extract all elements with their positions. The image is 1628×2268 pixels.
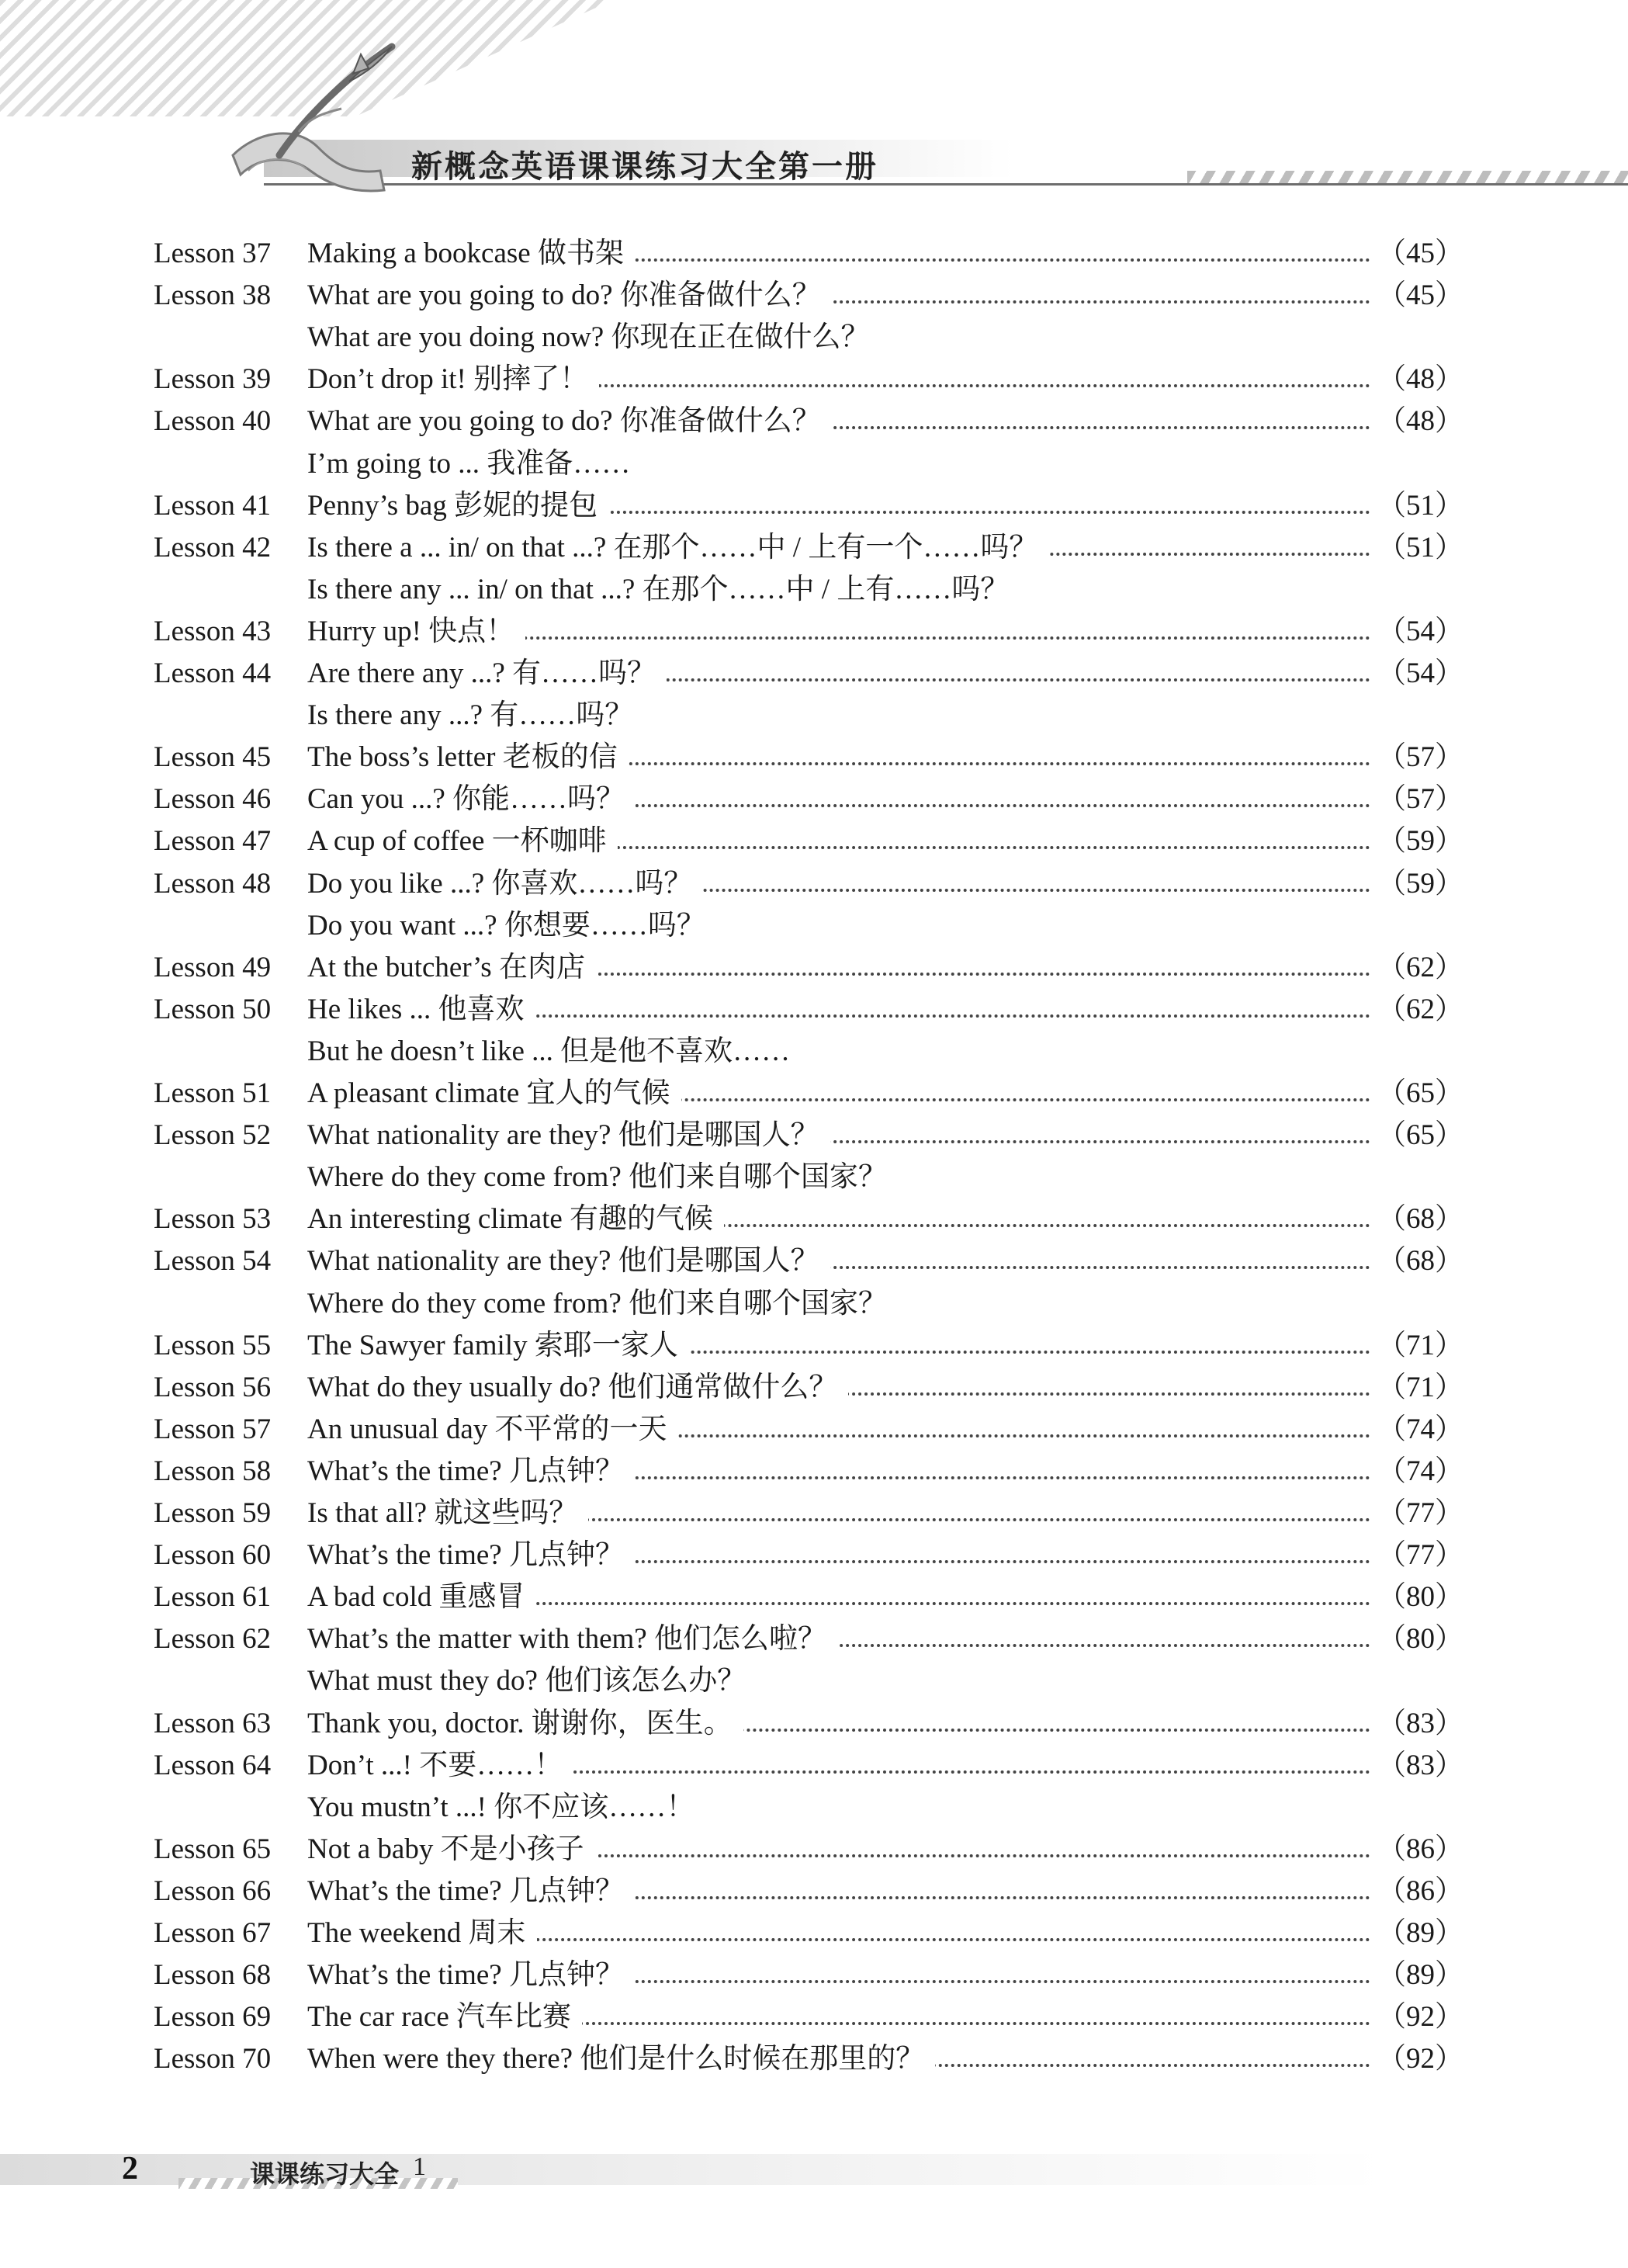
toc-row: [0, 1913, 1628, 1954]
toc-lesson-number: Lesson 38: [154, 279, 272, 312]
toc-page-number: （45）: [1377, 238, 1463, 269]
toc-title-text: You mustn’t ...! 你不应该……！: [307, 1791, 705, 1823]
toc-lesson-number: Lesson 69: [154, 2001, 272, 2034]
toc-title-text: Can you ...? 你能……吗？: [307, 783, 636, 815]
toc-row: [0, 611, 1628, 653]
toc-page-number: （86）: [1377, 1874, 1463, 1907]
toc-title: [307, 401, 832, 442]
toc-title-text: Hurry up! 快点！: [307, 616, 525, 647]
toc-title: [307, 779, 636, 820]
toc-row: [0, 820, 1628, 862]
toc-title-text: Don’t drop it! 别摔了！: [307, 363, 599, 395]
toc-title-text: The weekend 周末: [307, 1917, 537, 1949]
toc-title-text: What’s the time? 几点钟？: [307, 1455, 635, 1487]
toc-title-text: When were they there? 他们是什么时候在那里的？: [307, 2043, 935, 2075]
toc-row: [0, 737, 1628, 779]
toc-title: [307, 1451, 635, 1493]
toc-row: [0, 527, 1628, 569]
scroll-quill-icon: [225, 39, 419, 202]
toc-lesson-number: Lesson 45: [154, 741, 272, 774]
toc-lesson-number: Lesson 48: [154, 867, 272, 900]
toc-row: [0, 1073, 1628, 1115]
toc-page-number: （74）: [1377, 1413, 1463, 1445]
toc-title: [307, 1996, 582, 2038]
toc-lesson-number: Lesson 39: [154, 363, 272, 396]
toc-title-text: What’s the time? 几点钟？: [307, 1875, 635, 1907]
toc-page-number: （68）: [1377, 1203, 1463, 1236]
toc-title: [307, 653, 667, 695]
toc-title: [307, 1031, 801, 1073]
toc-title-text: Is there any ...? 有……吗？: [307, 699, 644, 731]
toc-lesson-number: Lesson 60: [154, 1539, 272, 1572]
toc-page-number: （92）: [1377, 2001, 1463, 2034]
toc-page-number: （48）: [1377, 405, 1463, 438]
footer-page-number: 2: [122, 2151, 138, 2187]
toc-row: [0, 1409, 1628, 1451]
toc-title-text: At the butcher’s 在肉店: [307, 952, 596, 983]
toc-title: [307, 1198, 724, 1240]
toc-page-number: （62）: [1377, 993, 1463, 1025]
toc-title-text: Making a bookcase 做书架: [307, 238, 635, 269]
footer-label: 课课练习大全: [250, 2159, 400, 2189]
toc-row: [0, 1576, 1628, 1618]
toc-lesson-number: Lesson 61: [154, 1581, 272, 1614]
toc-title: [307, 275, 832, 317]
toc-lesson-number: Lesson 63: [154, 1707, 272, 1739]
toc-page-number: （59）: [1377, 867, 1463, 900]
toc-title-text: What’s the time? 几点钟？: [307, 1539, 635, 1571]
toc-lesson-number: Lesson 51: [154, 1077, 272, 1109]
toc-title: [307, 359, 599, 401]
toc-title-text: What are you doing now? 你现在正在做什么？: [307, 321, 880, 353]
toc-title-text: The car race 汽车比赛: [307, 2001, 582, 2033]
toc-title-text: What are you going to do? 你准备做什么？: [307, 405, 832, 437]
toc-page-number: （65）: [1377, 1077, 1463, 1109]
toc-title: [307, 695, 644, 737]
toc-lesson-number: Lesson 52: [154, 1119, 272, 1152]
toc-title: [307, 485, 608, 527]
toc-row: [0, 2038, 1628, 2080]
toc-lesson-number: Lesson 64: [154, 1749, 272, 1781]
toc-row: [0, 1198, 1628, 1240]
toc-title: [307, 527, 1048, 569]
toc-row: [0, 905, 1628, 947]
toc-row: [0, 1829, 1628, 1871]
header-title: 新概念英语课课练习大全第一册: [411, 149, 878, 185]
toc-page-number: （89）: [1377, 1917, 1463, 1949]
toc-title: [307, 1618, 837, 1660]
toc-row: [0, 1031, 1628, 1073]
toc-page-number: （51）: [1377, 489, 1463, 522]
toc-lesson-number: Lesson 67: [154, 1917, 272, 1949]
toc-title-text: Not a baby 不是小孩子: [307, 1833, 595, 1865]
toc-lesson-number: Lesson 50: [154, 993, 272, 1025]
toc-lesson-number: Lesson 62: [154, 1623, 272, 1656]
toc-page-number: （71）: [1377, 1371, 1463, 1403]
footer-volume: 1: [413, 2152, 426, 2181]
toc-page-number: （74）: [1377, 1455, 1463, 1487]
toc-title-text: What are you going to do? 你准备做什么？: [307, 279, 832, 311]
toc-title-text: Do you want ...? 你想要……吗？: [307, 910, 716, 942]
toc-page-number: （89）: [1377, 1959, 1463, 1992]
toc-page-number: （59）: [1377, 825, 1463, 858]
toc-row: [0, 401, 1628, 442]
toc-page-number: （80）: [1377, 1623, 1463, 1656]
toc-lesson-number: Lesson 55: [154, 1329, 272, 1361]
toc-lesson-number: Lesson 56: [154, 1371, 272, 1403]
toc-row: [0, 1240, 1628, 1282]
toc-page-number: （57）: [1377, 783, 1463, 816]
toc-title: [307, 1576, 536, 1618]
toc-title: [307, 443, 641, 485]
toc-lesson-number: Lesson 41: [154, 489, 272, 522]
toc-title-text: Don’t ...! 不要……！: [307, 1750, 573, 1781]
toc-lesson-number: Lesson 68: [154, 1959, 272, 1992]
toc-title: [307, 1115, 830, 1157]
toc-title: [307, 569, 1020, 611]
toc-title: [307, 1954, 635, 1996]
toc-page-number: （80）: [1377, 1581, 1463, 1614]
toc-page-number: （83）: [1377, 1707, 1463, 1739]
toc-title-text: The Sawyer family 索耶一家人: [307, 1330, 689, 1361]
toc-row: [0, 863, 1628, 905]
toc-row: [0, 1954, 1628, 1996]
toc-title-text: The boss’s letter 老板的信: [307, 741, 629, 773]
toc-lesson-number: Lesson 40: [154, 405, 272, 438]
toc-lesson-number: Lesson 49: [154, 951, 272, 983]
toc-page-number: （54）: [1377, 657, 1463, 689]
toc-title: [307, 820, 618, 862]
toc-title-text: What nationality are they? 他们是哪国人？: [307, 1245, 830, 1277]
toc-page-number: （92）: [1377, 2043, 1463, 2076]
toc-title: [307, 1157, 898, 1198]
toc-row: [0, 569, 1628, 611]
toc-row: [0, 779, 1628, 820]
toc-lesson-number: Lesson 59: [154, 1497, 272, 1529]
toc-page-number: （86）: [1377, 1833, 1463, 1865]
toc-title: [307, 2038, 935, 2080]
toc-title: [307, 1829, 595, 1871]
toc-row: [0, 1745, 1628, 1787]
toc-page-number: （57）: [1377, 741, 1463, 774]
toc-title-text: An unusual day 不平常的一天: [307, 1413, 678, 1445]
toc-title: [307, 863, 703, 905]
toc-lesson-number: Lesson 54: [154, 1245, 272, 1278]
toc-title: [307, 737, 629, 779]
toc-row: [0, 1787, 1628, 1829]
toc-title: [307, 947, 596, 989]
toc-title: [307, 989, 535, 1031]
toc-lesson-number: Lesson 70: [154, 2043, 272, 2076]
toc-lesson-number: Lesson 65: [154, 1833, 272, 1865]
toc-title: [307, 1703, 743, 1745]
toc-title: [307, 905, 716, 947]
toc-title-text: A bad cold 重感冒: [307, 1581, 536, 1613]
toc-title-text: What’s the time? 几点钟？: [307, 1959, 635, 1991]
toc-title-text: But he doesn’t like ... 但是他不喜欢……: [307, 1035, 801, 1067]
toc-title-text: What must they do? 他们该怎么办？: [307, 1665, 757, 1697]
toc-row: [0, 653, 1628, 695]
toc-lesson-number: Lesson 53: [154, 1203, 272, 1236]
toc-lesson-number: Lesson 44: [154, 657, 272, 689]
toc-row: [0, 695, 1628, 737]
toc-title: [307, 1535, 635, 1576]
toc-title: [307, 1871, 635, 1913]
toc-title-text: Where do they come from? 他们来自哪个国家？: [307, 1288, 898, 1320]
toc-title: [307, 611, 525, 653]
toc-title-text: An interesting climate 有趣的气候: [307, 1203, 724, 1235]
toc-row: [0, 1157, 1628, 1198]
toc-row: [0, 485, 1628, 527]
toc-page-number: （62）: [1377, 951, 1463, 983]
toc-title-text: Is that all? 就这些吗？: [307, 1497, 588, 1529]
toc-title-text: He likes ... 他喜欢: [307, 994, 535, 1025]
toc-title-text: Penny’s bag 彭妮的提包: [307, 490, 608, 522]
toc-title: [307, 1913, 537, 1954]
toc-page-number: （65）: [1377, 1119, 1463, 1152]
toc-lesson-number: Lesson 46: [154, 783, 272, 816]
toc-lesson-number: Lesson 47: [154, 825, 272, 858]
toc-row: [0, 1618, 1628, 1660]
toc-row: [0, 443, 1628, 485]
toc-title-text: I’m going to ... 我准备……: [307, 448, 641, 480]
toc-row: [0, 1535, 1628, 1576]
toc-row: [0, 989, 1628, 1031]
toc-row: [0, 1115, 1628, 1157]
toc-title: [307, 1283, 898, 1325]
toc-page-number: （45）: [1377, 279, 1463, 312]
toc-title-text: Where do they come from? 他们来自哪个国家？: [307, 1161, 898, 1193]
toc-title: [307, 1367, 848, 1409]
toc-lesson-number: Lesson 42: [154, 531, 272, 564]
toc-title-text: Are there any ...? 有……吗？: [307, 657, 667, 689]
toc-row: [0, 1367, 1628, 1409]
toc-title: [307, 1660, 757, 1702]
toc-title: [307, 233, 635, 275]
toc-title: [307, 1409, 678, 1451]
toc-title-text: Is there any ... in/ on that ...? 在那个……中 / 上有……吗？: [307, 574, 1020, 605]
toc-title-text: Thank you, doctor. 谢谢你，医生。: [307, 1708, 743, 1739]
toc-title: [307, 1073, 681, 1115]
toc-page-number: （54）: [1377, 615, 1463, 647]
toc-title-text: A cup of coffee 一杯咖啡: [307, 825, 618, 857]
toc-title-text: What’s the matter with them? 他们怎么啦？: [307, 1623, 837, 1655]
toc-row: [0, 359, 1628, 401]
toc-page-number: （51）: [1377, 531, 1463, 564]
toc-page-number: （71）: [1377, 1329, 1463, 1361]
toc-row: [0, 1703, 1628, 1745]
toc-title-text: What do they usually do? 他们通常做什么？: [307, 1372, 848, 1403]
toc-lesson-number: Lesson 43: [154, 615, 272, 647]
toc-page-number: （83）: [1377, 1749, 1463, 1781]
toc-title-text: A pleasant climate 宜人的气候: [307, 1077, 681, 1109]
toc-lesson-number: Lesson 58: [154, 1455, 272, 1487]
toc-lesson-number: Lesson 37: [154, 238, 272, 269]
toc-row: [0, 233, 1628, 275]
toc-row: [0, 275, 1628, 317]
toc-title: [307, 1493, 588, 1535]
header-band-stripes: [1187, 171, 1628, 183]
toc-lesson-number: Lesson 57: [154, 1413, 272, 1445]
toc-row: [0, 1996, 1628, 2038]
toc-row: [0, 1660, 1628, 1702]
toc-page-number: （77）: [1377, 1539, 1463, 1572]
toc-row: [0, 1493, 1628, 1535]
toc-title-text: What nationality are they? 他们是哪国人？: [307, 1119, 830, 1151]
toc-title: [307, 1325, 689, 1367]
toc-title: [307, 1240, 830, 1282]
toc-title-text: Is there a ... in/ on that ...? 在那个……中 / 上有一个……吗？: [307, 532, 1048, 564]
toc-row: [0, 1451, 1628, 1493]
toc-title-text: Do you like ...? 你喜欢……吗？: [307, 868, 703, 900]
toc-page-number: （48）: [1377, 363, 1463, 396]
toc-row: [0, 1325, 1628, 1367]
toc-row: [0, 317, 1628, 359]
toc-row: [0, 1871, 1628, 1913]
toc-page-number: （77）: [1377, 1497, 1463, 1529]
toc-row: [0, 1283, 1628, 1325]
toc-lesson-number: Lesson 66: [154, 1874, 272, 1907]
toc-page-number: （68）: [1377, 1245, 1463, 1278]
toc-title: [307, 1745, 573, 1787]
toc-row: [0, 947, 1628, 989]
toc-title: [307, 1787, 705, 1829]
toc-title: [307, 317, 880, 359]
